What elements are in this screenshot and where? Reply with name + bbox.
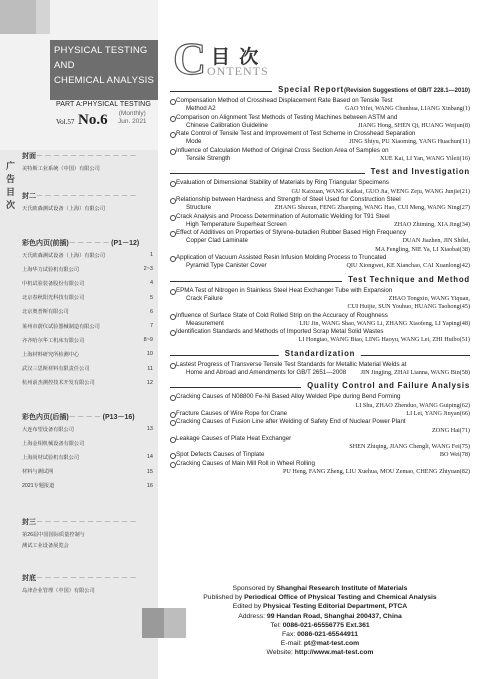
contents-en-title: ONTENTS [207, 64, 269, 78]
article-title-cont: Measurement [186, 319, 224, 327]
fax-line [170, 630, 470, 639]
ad-group-title [22, 238, 156, 248]
advertiser-page: 6 [149, 308, 153, 315]
ad-list-item [22, 305, 156, 319]
article-title-cont: Chinese Calibration Guideline [186, 121, 268, 129]
article-entry[interactable] [170, 328, 470, 345]
advertiser-name: 上海尚材试验机有限公司 [22, 454, 80, 461]
article-entry[interactable] [170, 114, 470, 131]
section-heading [170, 349, 470, 361]
ad-group-dashes: －－－－ [68, 414, 103, 421]
ad-list-item [22, 291, 156, 305]
article-authors: QIU Xiongwei, KE Xianchao, CAI Xuanlong(42) [346, 262, 470, 270]
article-entry[interactable] [170, 179, 470, 196]
ad-group-title-text: 彩色内页(后插) [22, 414, 69, 421]
article-title: Identification Standards and Methods of Imported Scrap Metal Solid Wastes [176, 328, 384, 336]
article-authors-cont: MA Fengling, NIE Ya, LI Xiaobai(38) [375, 245, 470, 253]
bottom-decor-square [142, 608, 164, 638]
sponsor-label: Sponsored by [232, 585, 277, 592]
ad-index-heading [6, 160, 16, 212]
frequency: (Monthly) [118, 110, 146, 117]
article-title: EPMA Test of Nitrogen in Stainless Steel Heat Exchanger Tube with Expansion [176, 286, 393, 294]
issue-number: No.6 [78, 112, 108, 128]
article-title: Effect of Additives on Properties of Styrene-butadien Rubber Based High Frequency [176, 229, 406, 237]
article-authors: DUAN Jiazhen, JIN Shilei, [402, 237, 470, 245]
advertiser-name: 天氏欧森测试设备（上海）有限公司 [22, 252, 106, 259]
ad-list-item [22, 333, 156, 347]
email-label: E-mail: [280, 640, 304, 648]
ad-group-title [22, 151, 156, 161]
article-title: Fracture Causes of Wire Rope for Crane [176, 409, 288, 417]
article-title-cont: High Temperature Superheat Screen [186, 220, 287, 228]
tel: 0086-021-65556775 Ext.361 [282, 621, 370, 629]
ad-group-title [22, 412, 156, 422]
advertiser-name: 杭州前杰测控技术开发有限公司 [22, 380, 95, 387]
ad-group-title-text: 封三 [22, 519, 36, 526]
ad-group-dashes: －－－－－－－－－－－－ [36, 153, 138, 160]
article-authors: LI Hongtao, WANG Biao, LING Haoyu, WANG Lei, ZHI Huibo(51) [298, 336, 470, 344]
advertiser-name: 2021专题报道 [22, 483, 55, 490]
advertiser-name: 天氏欧森测试设备（上海）有限公司 [22, 206, 106, 212]
article-authors: BO Wei(78) [439, 451, 470, 459]
address-label: Address: [238, 612, 267, 620]
article-authors: ZHANG Shuxun, FENG Zhaoping, WANG Hao, CUI Meng, WANG Ning(27) [274, 204, 470, 212]
article-authors: LI Lei, YANG Jinyan(66) [406, 409, 470, 417]
article-entry[interactable] [170, 130, 470, 147]
section-title-text: Test and Investigation [370, 167, 470, 177]
article-title-cont: Pyramid Type Canister Cover [186, 262, 267, 270]
corner-decor-square [0, 0, 36, 34]
article-title: Lastest Progress of Transverse Tensile Test Standards for Metallic Material Welds at [176, 360, 407, 368]
section-title [272, 85, 470, 94]
website-label: Website: [266, 649, 295, 657]
fax-label: Fax: [282, 631, 298, 639]
article-title: Spot Defects Causes of Tinplate [176, 451, 265, 459]
article-title-cont: Method A2 [186, 105, 216, 113]
ad-list-item [22, 262, 156, 276]
ad-list-item [22, 542, 156, 549]
article-title: Comparison on Alignment Test Methods of Testing Machines between ASTM and [176, 113, 398, 121]
advertiser-page: 8~9 [143, 337, 153, 344]
advertiser-page: 4 [149, 280, 153, 287]
sponsor-line [170, 584, 470, 593]
edited-line [170, 602, 470, 611]
article-entry[interactable] [170, 435, 470, 452]
article-title: Cracking Causes of Fusion Line after Welding of Safety End of Nuclear Power Plant [176, 418, 406, 426]
section-heading [170, 275, 470, 287]
article-authors: GAO Yifei, WANG Chunhua, LIANG Xinbang(1) [345, 105, 470, 113]
published-line [170, 593, 470, 602]
advertiser-name: 大连布望设备有限公司 [22, 426, 74, 433]
tel-line [170, 621, 470, 630]
advertiser-name: 上海华力试验机有限公司 [22, 266, 80, 273]
contents-big-letter: C [173, 33, 207, 84]
ad-list-item [22, 422, 156, 436]
ad-group-dashes: －－－－－－－－－－－－ [36, 575, 138, 582]
article-authors: LI Shu, ZHAO Zhenduo, WANG Guiping(62) [355, 401, 470, 409]
ad-list-item [22, 450, 156, 464]
advertiser-name: 齐齐哈尔华工机床有限公司 [22, 337, 85, 344]
article-entry[interactable] [170, 393, 470, 410]
article-entry[interactable] [170, 229, 470, 254]
article-entry[interactable] [170, 451, 470, 459]
section-heading [170, 167, 470, 179]
ad-list-item [22, 347, 156, 361]
article-title: Relationship between Hardness and Strength of Steel Used for Construction Steel [176, 195, 401, 203]
article-entry[interactable] [170, 460, 470, 477]
ad-list-item [22, 436, 156, 450]
issue-date [118, 110, 147, 126]
article-entry[interactable] [170, 418, 470, 435]
email-line [170, 639, 470, 648]
advertiser-page: 1 [149, 252, 153, 259]
ad-list-item [22, 587, 156, 594]
advertiser-name: 上海金相机械设备有限公司 [22, 440, 85, 447]
advertiser-name: 岛津企业管理（中国）有限公司 [22, 588, 95, 594]
advertiser-page: 7 [149, 323, 153, 330]
article-authors: XUE Kai, LI Yan, WANG Yileii(16) [379, 155, 470, 163]
address-line [170, 612, 470, 621]
article-authors: JING Shiyu, PU Xiaoming, YANG Huachun(11) [349, 138, 470, 146]
ad-group [22, 151, 156, 172]
ad-list-item [22, 531, 156, 538]
article-authors-cont: CUI Huijie, SUN Youhuo, HUANG Taohong(45) [347, 303, 470, 311]
article-authors: JIN Jingjing, ZHAI Lianna, WANG Bin(58) [360, 369, 470, 377]
advertiser-name: 北京春秋阳光科技有限公司 [22, 295, 85, 302]
ad-group [22, 238, 156, 390]
article-authors: ZONG Hai(71) [432, 426, 470, 434]
article-title: Application of Vacuum Assisted Resin Infusion Molding Process to Truncated [176, 254, 387, 262]
section-title [365, 167, 470, 176]
journal-part: PART A:PHYSICAL TESTING [56, 101, 151, 108]
ad-list-item [22, 479, 156, 493]
advertiser-page: 13 [146, 426, 153, 433]
section-heading [170, 85, 470, 97]
article-title: Crack Analysis and Process Determination of Automatic Welding for T91 Steel [176, 212, 390, 220]
journal-title-line-1: PHYSICAL TESTING [54, 45, 148, 56]
article-title: Evaluation of Dimensional Stability of Materials by Ring Triangular Specimens [176, 179, 389, 187]
ad-group-title-text: 彩色内页(前插) [22, 240, 69, 247]
editor: Physical Testing Editorial Department, PTCA [263, 603, 408, 611]
article-title: Influence of Calculation Method of Original Cross Section Area of Samples on [176, 146, 389, 154]
advertiser-name: 材料与测试网 [22, 469, 54, 476]
advertiser-page: 5 [149, 294, 153, 301]
ad-group-title-text: 封面 [22, 153, 36, 160]
article-title: Compensation Method of Crosshead Displacement Rate Based on Tensile Test [176, 97, 393, 104]
advertiser-page: 11 [147, 365, 153, 372]
article-authors: ZHAO Zhiming, XIA Jing(34) [394, 220, 470, 228]
article-authors: JIANG Hong, SHEN Qi, HUANG Weijun(8) [358, 121, 470, 129]
article-authors: PU Heng, FANG Zheng, LIU Xuehua, MOU Zemao, CHENG Zhiyuan(82) [282, 467, 470, 475]
fax: 0086-021-65544911 [297, 631, 358, 639]
tel-label: Tel: [270, 621, 283, 629]
ad-group [22, 412, 156, 493]
table-of-contents [170, 83, 470, 478]
ad-list-item [22, 276, 156, 290]
ad-group-dashes: －－－－－ [68, 240, 112, 247]
article-entry[interactable] [170, 361, 470, 378]
advertiser-name: 莱州市蔚仪试验器械制造有限公司 [22, 323, 100, 330]
ad-list-item [22, 205, 156, 212]
advertiser-name: 武汉三思斯材料有限责任公司 [22, 366, 90, 373]
date: Jun. 2021 [118, 118, 147, 125]
ad-group-page-range: (P13－16) [102, 414, 135, 421]
ad-group-page-range: (P1－12) [111, 240, 140, 247]
article-authors: ZHAO Tongxin, WANG Yiquan, [388, 294, 470, 302]
ad-group [22, 517, 156, 549]
section-title-text: Standardization [284, 348, 356, 358]
ad-list-item [22, 248, 156, 262]
ad-group-title [22, 191, 156, 201]
journal-title-box [50, 40, 158, 100]
advertiser-page: 12 [146, 379, 153, 386]
article-title-cont: Tensile Strength [186, 155, 231, 163]
section-title-text: Test Technique and Method [348, 274, 470, 284]
article-authors: LIU Jin, WANG Shao, WANG Li, ZHANG Xiaofeng, LI Yaping(48) [299, 319, 470, 327]
ad-group-dashes: －－－－－－－－－－－－ [36, 193, 138, 200]
advertiser-name: 北京奥普斯有限公司 [22, 309, 69, 316]
article-entry[interactable] [170, 213, 470, 230]
article-authors: GU Kaixuan, WANG Kaikai, GUO Jia, WENG Zeju, WANG Junjie(21) [291, 187, 470, 195]
advertiser-page: 15 [146, 468, 153, 475]
article-entry[interactable] [170, 312, 470, 329]
volume: Vol.57 [56, 118, 75, 126]
ad-list-item [22, 376, 156, 390]
ad-group-dashes: －－－－－－－－－－－－ [36, 519, 138, 526]
section-title [279, 349, 361, 358]
advertiser-name: 测试工业设备展览会 [22, 543, 69, 549]
ad-list-item [22, 165, 156, 172]
advertiser-name: 中机试验装备股份有限公司 [22, 280, 85, 287]
article-entry[interactable] [170, 254, 470, 271]
corner-decor-strip [36, 0, 50, 34]
address: 99 Handan Road, Shanghai 200437, China [266, 612, 402, 620]
ad-group [22, 191, 156, 212]
article-title: Cracking Causes of N08800 Fe-Ni Based Alloy Welded Pipe during Bend Forming [176, 393, 401, 401]
article-entry[interactable] [170, 287, 470, 312]
ad-sidebar [0, 0, 158, 679]
ad-group-title-text: 封二 [22, 193, 36, 200]
advertiser-name: 第26届中国国际质量控制与 [22, 532, 85, 538]
ad-group-title [22, 573, 156, 583]
ad-group-title [22, 517, 156, 527]
article-entry[interactable] [170, 410, 470, 418]
website-line [170, 648, 470, 657]
ad-index-heading-text: 广告目次 [6, 161, 16, 210]
article-title: Leakage Causes of Plate Heat Exchanger [176, 434, 292, 442]
ad-group [22, 573, 156, 594]
article-title: Influence of Surface State of Cold Rolled Strip on the Accuracy of Roughness [176, 311, 388, 319]
ad-group-title-text: 封底 [22, 575, 36, 582]
contents-header [173, 33, 463, 84]
ad-list-item [22, 465, 156, 479]
section-subtitle: (Revision Suggestions of GB/T 228.1—2010) [343, 88, 470, 94]
advertiser-page: 2~3 [143, 266, 153, 273]
article-title-cont: Crack Failure [186, 294, 223, 302]
publisher: Periodical Office of Physical Testing and Chemical Analysis [244, 594, 437, 602]
advertiser-name: 上海材料研究所检测中心 [22, 351, 80, 358]
edited-label: Edited by [232, 603, 264, 611]
section-title [301, 381, 470, 390]
section-title-text: Quality Control and Failure Analysis [307, 381, 470, 391]
journal-title-line-2: AND [54, 60, 75, 71]
publisher-info [170, 584, 470, 658]
article-title-cont: Copper Clad Laminate [186, 237, 248, 245]
ad-list-item [22, 362, 156, 376]
section-heading [170, 381, 470, 393]
advertiser-page: 16 [146, 482, 153, 489]
section-title-text: Special Report [278, 85, 344, 94]
journal-title-line-3: CHEMICAL ANALYSIS [54, 75, 155, 86]
advertiser-page: 14 [146, 454, 153, 461]
advertiser-page: 10 [146, 351, 153, 358]
advertiser-name: 美特斯工业系统（中国）有限公司 [22, 166, 100, 172]
article-title: Rate Control of Tensile Test and Improvement of Test Scheme in Crosshead Separation [176, 130, 416, 138]
website-link[interactable]: http://www.mat-test.com [294, 649, 374, 657]
article-entry[interactable] [170, 196, 470, 213]
article-title: Cracking Causes of Main Mill Roll in Wheel Rolling [176, 459, 315, 467]
contents-cn-title: 目 次 [211, 47, 261, 68]
article-title-cont: Mode [186, 138, 202, 146]
ad-list-item [22, 319, 156, 333]
email-link[interactable]: pt@mat-test.com [303, 640, 360, 648]
article-title-cont: Structure [186, 204, 212, 212]
section-title [342, 275, 470, 284]
article-authors: SHEN Zhiqing, JIANG Chengli, WANG Fei(75) [349, 443, 470, 451]
article-entry[interactable] [170, 97, 470, 114]
published-label: Published by [203, 594, 245, 602]
article-entry[interactable] [170, 147, 470, 164]
sponsor: Shanghai Research Institute of Materials [276, 585, 408, 592]
article-title-cont: Home and Abroad and Amendments for GB/T 2651—2008 [186, 369, 347, 377]
